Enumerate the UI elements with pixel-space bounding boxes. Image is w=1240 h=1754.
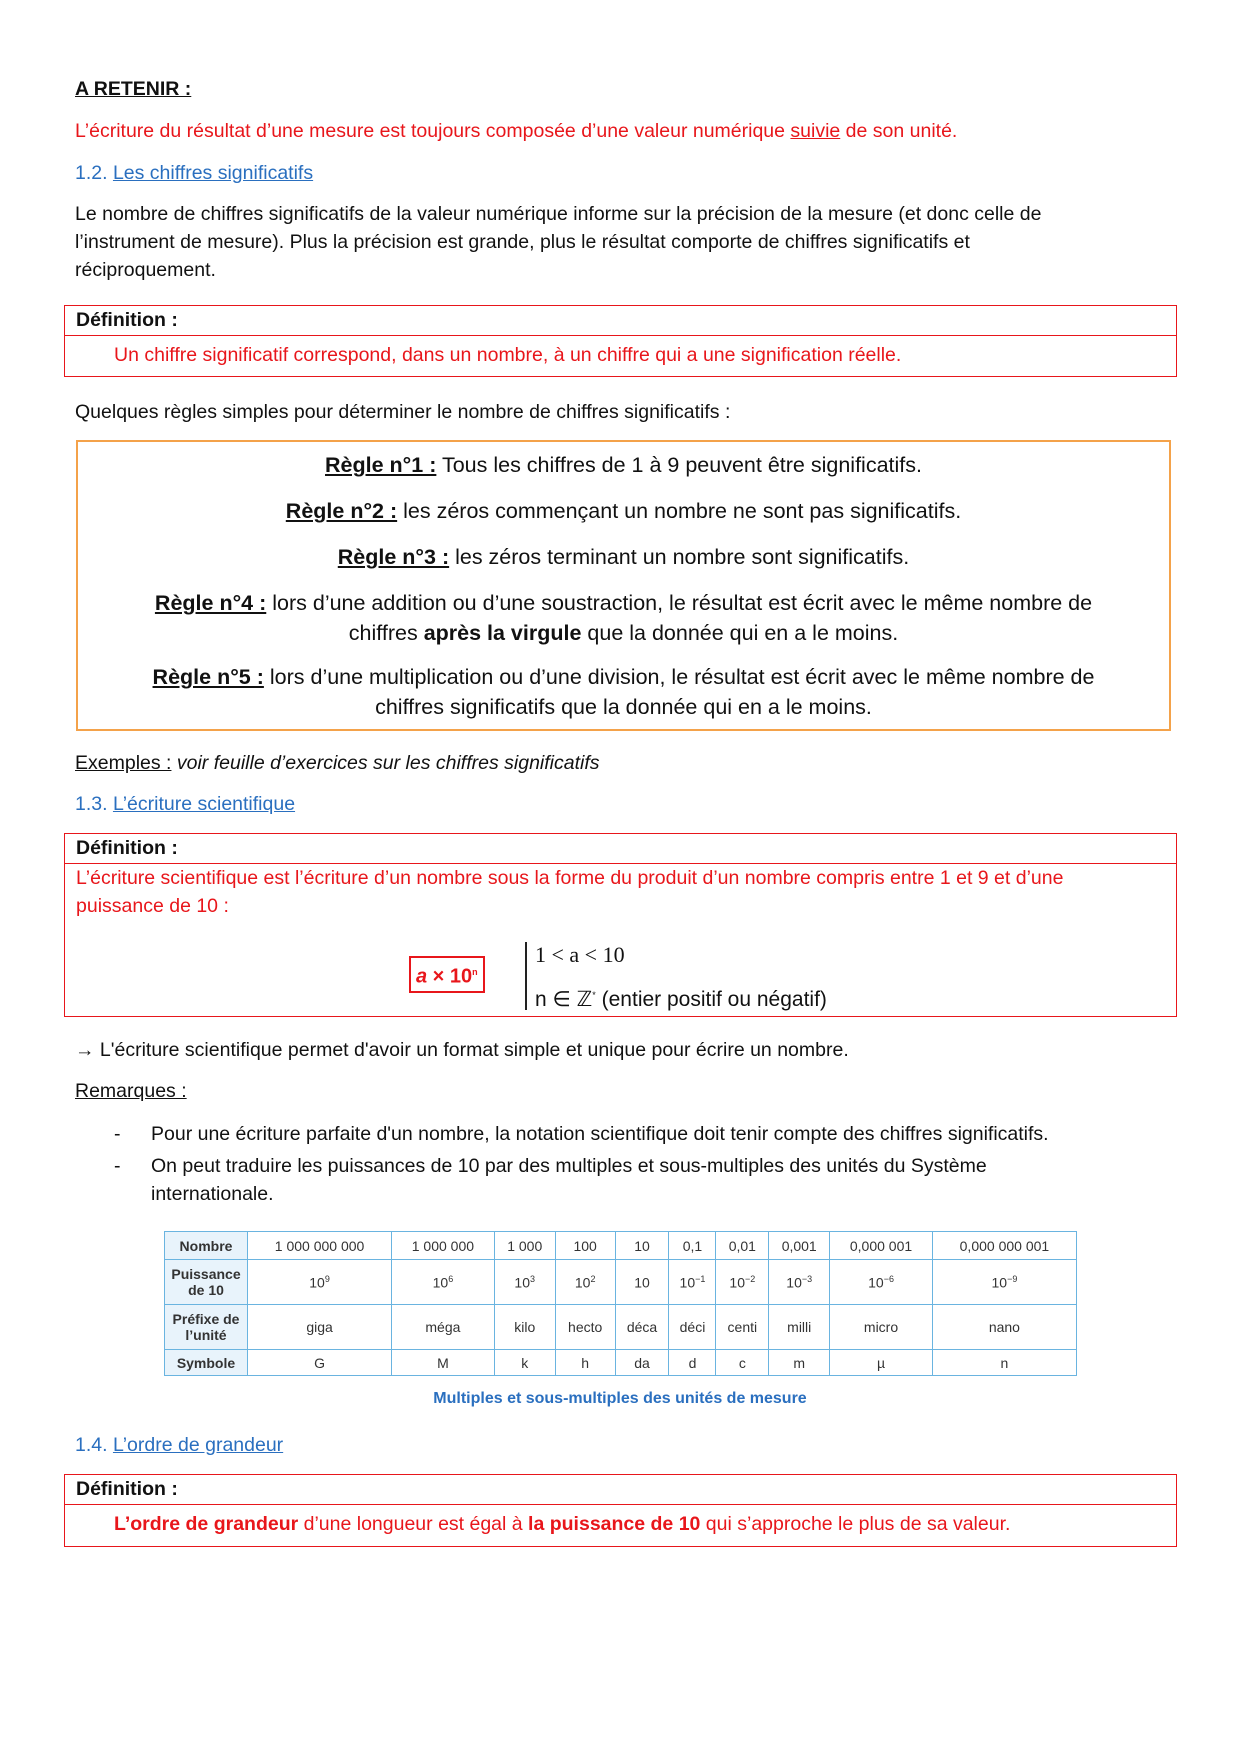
t: −1 <box>695 1273 706 1284</box>
t: la puissance de 10 <box>528 1513 701 1535</box>
bullet-text: On peut traduire les puissances de 10 par des multiples et sous-multiples des unités du Système <box>151 1155 987 1177</box>
rule-2 <box>78 496 1169 526</box>
table-cell: 0,001 <box>769 1232 830 1260</box>
t: n ∈ ℤ <box>535 988 593 1011</box>
t: que la donnée qui en a le moins. <box>581 621 899 645</box>
table-cell: nano <box>932 1305 1076 1350</box>
rule-text: les zéros terminant un nombre sont significatifs. <box>449 545 910 569</box>
table-cell: 0,000 000 001 <box>932 1232 1076 1260</box>
rule-4 <box>78 588 1169 618</box>
t: 10 <box>514 1274 530 1291</box>
retenir-text <box>75 118 957 144</box>
definition-box-1 <box>64 305 1177 377</box>
rule-4-line2 <box>78 618 1169 648</box>
t: 2 <box>590 1273 596 1284</box>
rule-text: les zéros commençant un nombre ne sont pas significatifs. <box>397 499 962 523</box>
t: −2 <box>744 1273 756 1284</box>
table-cell: c <box>716 1350 769 1376</box>
row-header: Nombre <box>165 1232 248 1260</box>
row-header: Symbole <box>165 1350 248 1376</box>
table-cell <box>716 1260 769 1305</box>
rules-box <box>76 440 1171 731</box>
table-cell: 0,1 <box>669 1232 716 1260</box>
bullet-dash: - <box>114 1123 121 1145</box>
arrow-text: → L'écriture scientifique permet d'avoir un format simple et unique pour écrire un nombre. <box>75 1039 849 1061</box>
t: × 10 <box>427 965 473 988</box>
t: après la virgule <box>423 621 582 645</box>
rule-label: Règle n°5 : <box>152 665 264 689</box>
t: −9 <box>1007 1273 1018 1284</box>
t: 10 <box>868 1274 884 1291</box>
table-cell: 1 000 000 <box>392 1232 495 1260</box>
rule-text: lors d’une multiplication ou d’une division, le résultat est écrit avec le même nombre de <box>263 665 1095 689</box>
bullet-text: Pour une écriture parfaite d'un nombre, la notation scientifique doit tenir compte des chiffres significatifs. <box>151 1123 1049 1145</box>
table-cell: da <box>615 1350 669 1376</box>
table-cell: déci <box>669 1305 716 1350</box>
t: d’une longueur est égal à <box>298 1513 529 1535</box>
table-cell <box>830 1260 933 1305</box>
table-cell: déca <box>615 1305 669 1350</box>
row-header: Puissance de 10 <box>165 1260 248 1305</box>
units-table <box>164 1231 1077 1376</box>
t: 10 <box>309 1274 325 1291</box>
rule-5 <box>78 662 1169 692</box>
t: 10 <box>432 1274 449 1291</box>
table-cell <box>932 1260 1076 1305</box>
table-row <box>165 1260 1077 1305</box>
table-cell: kilo <box>494 1305 555 1350</box>
table-cell: h <box>555 1350 615 1376</box>
table-cell: 0,01 <box>716 1232 769 1260</box>
section-number: 1.3. <box>75 793 113 815</box>
examples-label: Exemples : <box>75 752 172 774</box>
section-title: Les chiffres significatifs <box>112 162 314 184</box>
table-cell: giga <box>248 1305 392 1350</box>
section-1-2-heading <box>75 160 313 186</box>
table-cell: d <box>669 1350 716 1376</box>
t: −3 <box>801 1273 813 1284</box>
rule-label: Règle n°3 : <box>337 545 450 569</box>
table-cell <box>392 1260 495 1305</box>
table-row <box>165 1232 1077 1260</box>
table-cell: 10 <box>615 1232 669 1260</box>
condition-bar <box>525 942 527 1010</box>
rule-label: Règle n°4 : <box>154 591 267 615</box>
row-header: Préfixe de l’unité <box>165 1305 248 1350</box>
table-cell: n <box>932 1350 1076 1376</box>
para-line: Le nombre de chiffres significatifs de la valeur numérique informe sur la précision de la mesure (et donc celle de <box>75 203 1042 225</box>
table-cell: méga <box>392 1305 495 1350</box>
rule-label: Règle n°1 : <box>325 453 437 477</box>
definition-label: Définition : <box>76 837 178 859</box>
table-cell <box>248 1260 392 1305</box>
rule-text: Tous les chiffres de 1 à 9 peuvent être significatifs. <box>436 453 922 477</box>
table-row <box>165 1305 1077 1350</box>
bullet-text: internationale. <box>151 1183 274 1205</box>
t: 3 <box>530 1273 536 1284</box>
definition-box-3 <box>64 1474 1177 1547</box>
t: L’ordre de grandeur <box>114 1513 299 1535</box>
table-row <box>165 1350 1077 1376</box>
section-title: L’écriture scientifique <box>112 793 296 815</box>
rule-text: lors d’une addition ou d’une soustraction, le résultat est écrit avec le même nombre de <box>266 591 1093 615</box>
section-1-3-heading <box>75 791 295 817</box>
rule-label: Règle n°2 : <box>285 499 398 523</box>
table-cell: 1 000 <box>494 1232 555 1260</box>
t: n <box>472 967 478 977</box>
section-number: 1.2. <box>75 162 113 184</box>
t: qui s’approche le plus de sa valeur. <box>700 1513 1011 1535</box>
examples-text: voir feuille d’exercices sur les chiffres significatifs <box>171 752 600 774</box>
para-line: réciproquement. <box>75 259 216 281</box>
table-cell: centi <box>716 1305 769 1350</box>
remarques-heading: Remarques : <box>75 1080 187 1102</box>
rule-5-line2: chiffres significatifs que la donnée qui en a le moins. <box>375 695 872 719</box>
section-1-4-heading <box>75 1432 283 1458</box>
rules-intro: Quelques règles simples pour déterminer le nombre de chiffres significatifs : <box>75 401 731 423</box>
table-caption: Multiples et sous-multiples des unités de mesure <box>433 1390 807 1407</box>
t: 10 <box>786 1274 802 1291</box>
condition-1: 1 < a < 10 <box>535 942 625 967</box>
table-cell <box>555 1260 615 1305</box>
t: chiffres <box>348 621 424 645</box>
table-cell: 100 <box>555 1232 615 1260</box>
table-cell: milli <box>769 1305 830 1350</box>
rule-3 <box>78 542 1169 572</box>
t: (entier positif ou négatif) <box>595 988 827 1011</box>
definition-label: Définition : <box>76 309 178 331</box>
t: −6 <box>883 1273 894 1284</box>
definition-text: Un chiffre significatif correspond, dans un nombre, à un chiffre qui a une signification réelle. <box>114 344 902 366</box>
formula-box <box>409 956 485 993</box>
table-cell: k <box>494 1350 555 1376</box>
retenir-heading: A RETENIR : <box>75 78 192 100</box>
table-cell: m <box>769 1350 830 1376</box>
table-cell: M <box>392 1350 495 1376</box>
t: a <box>416 965 428 988</box>
t: 10 <box>574 1274 591 1291</box>
t: 9 <box>324 1273 330 1284</box>
t: L’écriture du résultat d’une mesure est toujours composée d’une valeur numérique <box>75 120 791 142</box>
table-cell: µ <box>830 1350 933 1376</box>
t: 10 <box>729 1274 745 1291</box>
definition-label: Définition : <box>76 1478 178 1500</box>
table-cell <box>494 1260 555 1305</box>
table-cell <box>769 1260 830 1305</box>
definition-box-2 <box>64 833 1177 1017</box>
t: suivie <box>790 120 841 142</box>
examples-line <box>75 750 600 776</box>
t: 10 <box>634 1274 650 1291</box>
section-number: 1.4. <box>75 1434 113 1456</box>
t: 6 <box>448 1273 454 1284</box>
bullet-dash: - <box>114 1155 121 1177</box>
t: 10 <box>991 1274 1008 1291</box>
table-cell: G <box>248 1350 392 1376</box>
t: 10 <box>679 1274 696 1291</box>
table-cell: 1 000 000 000 <box>248 1232 392 1260</box>
definition-text: puissance de 10 : <box>76 895 229 917</box>
definition-text: L’écriture scientifique est l’écriture d’un nombre sous la forme du produit d’un nombre compris entre 1 et 9 et d’une <box>76 867 1064 889</box>
section-title: L’ordre de grandeur <box>112 1434 284 1456</box>
table-cell: micro <box>830 1305 933 1350</box>
table-cell <box>669 1260 716 1305</box>
t: de son unité. <box>840 120 958 142</box>
condition-2 <box>535 982 827 1013</box>
table-cell: 0,000 001 <box>830 1232 933 1260</box>
para-line: l’instrument de mesure). Plus la précision est grande, plus le résultat comporte de chiffres significatifs et <box>75 231 970 253</box>
rule-1 <box>78 450 1169 480</box>
t: * <box>592 990 596 1000</box>
table-cell <box>615 1260 669 1305</box>
table-cell: hecto <box>555 1305 615 1350</box>
definition-text <box>114 1511 1010 1537</box>
